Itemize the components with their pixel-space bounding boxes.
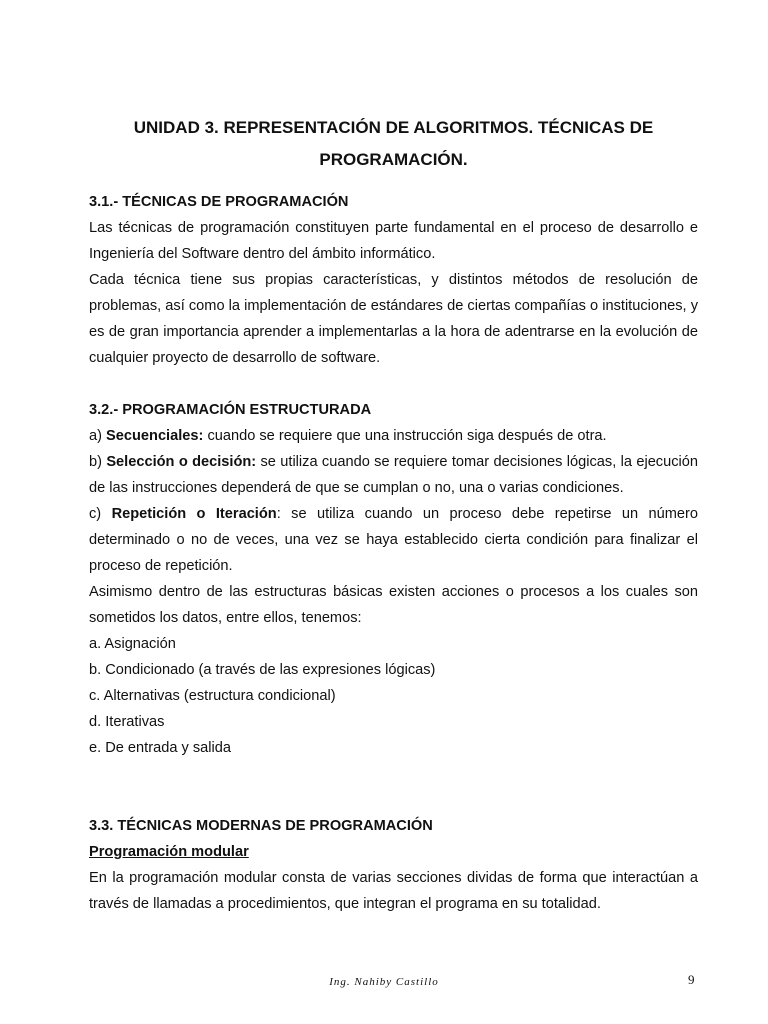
footer-author: Ing. Nahiby Castillo — [329, 976, 439, 988]
item-c-prefix: c) — [89, 506, 112, 522]
section-3-1-paragraph-2: Cada técnica tiene sus propias características, y distintos métodos de resolución de problemas, así como la implementación de estándares de ciertas compañías o instituciones, y es de gran importancia aprender a implementarlas a la hora de adentrarse en la evolución de cualquier proyecto de desarrollo de software. — [89, 272, 698, 366]
item-a-secuenciales — [89, 423, 698, 449]
item-a-term: Secuenciales: — [106, 428, 204, 444]
section-3-3-heading: 3.3. TÉCNICAS MODERNAS DE PROGRAMACIÓN — [89, 818, 433, 834]
list-item: e. De entrada y salida — [89, 740, 231, 756]
item-c-text: : se utiliza cuando un proceso debe repetirse un número determinado o no de veces, una vez se haya establecido cierta condición para finalizar el proceso de repetición. — [89, 506, 699, 574]
section-3-1-paragraph-1: Las técnicas de programación constituyen parte fundamental en el proceso de desarrollo e Ingeniería del Software dentro del ámbito informático. — [89, 220, 698, 262]
list-item: a. Asignación — [89, 636, 176, 652]
section-3-3-subheading: Programación modular — [89, 844, 249, 860]
section-3-3 — [89, 813, 698, 917]
item-c-term: Repetición o Iteración — [111, 506, 277, 522]
section-3-1 — [89, 189, 698, 371]
section-3-3-paragraph-1: En la programación modular consta de varias secciones dividas de forma que interactúan a través de llamadas a procedimientos, que integran el programa en su totalidad. — [89, 870, 698, 912]
page-number: 9 — [688, 972, 695, 987]
item-a-text: cuando se requiere que una instrucción siga después de otra. — [203, 428, 607, 444]
list-item: d. Iterativas — [89, 714, 165, 730]
item-b-prefix: b) — [89, 454, 107, 470]
item-b-seleccion — [89, 449, 698, 501]
section-3-1-heading: 3.1.- TÉCNICAS DE PROGRAMACIÓN — [89, 194, 349, 210]
item-a-prefix: a) — [89, 428, 107, 444]
page-title — [89, 112, 698, 176]
item-b-term: Selección o decisión: — [106, 454, 257, 470]
title-line-1: UNIDAD 3. REPRESENTACIÓN DE ALGORITMOS. TÉCNICAS DE — [133, 118, 654, 137]
list-item: c. Alternativas (estructura condicional) — [89, 688, 336, 704]
title-line-2: PROGRAMACIÓN. — [319, 150, 468, 169]
item-c-repeticion — [89, 501, 698, 579]
section-3-2 — [89, 397, 698, 761]
item-b-text: se utiliza cuando se requiere tomar decisiones lógicas, la ejecución de las instrucciones dependerá de que se cumplan o no, una o varias condiciones. — [89, 454, 698, 496]
section-3-2-paragraph-after: Asimismo dentro de las estructuras básicas existen acciones o procesos a los cuales son sometidos los datos, entre ellos, tenemos: — [89, 584, 698, 626]
list-item: b. Condicionado (a través de las expresiones lógicas) — [89, 662, 436, 678]
section-3-2-heading: 3.2.- PROGRAMACIÓN ESTRUCTURADA — [89, 402, 372, 418]
